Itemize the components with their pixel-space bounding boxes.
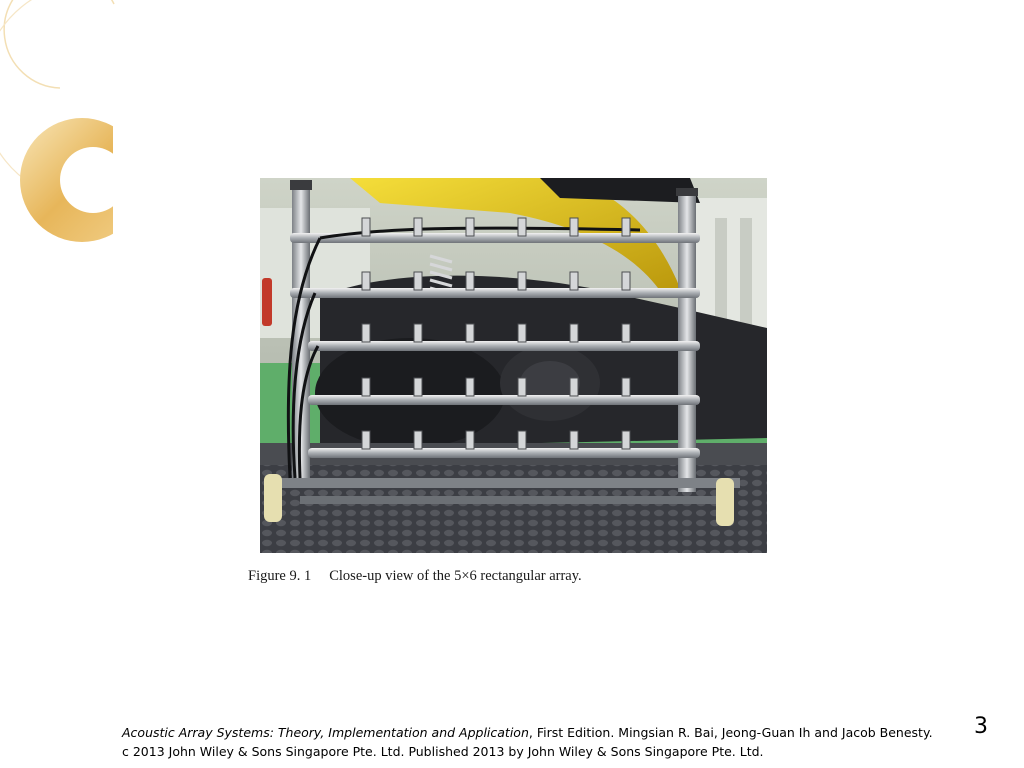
array-photo bbox=[260, 178, 767, 553]
figure-label: Figure 9. 1 bbox=[248, 568, 312, 584]
decorative-circles bbox=[0, 0, 120, 260]
figure-caption bbox=[248, 568, 582, 585]
citation-line-1 bbox=[122, 723, 962, 742]
citation-book-title: Acoustic Array Systems: Theory, Implementation and Application bbox=[122, 725, 529, 740]
figure-caption-text: Close-up view of the 5×6 rectangular array. bbox=[329, 568, 582, 584]
citation-details: , First Edition. Mingsian R. Bai, Jeong-Guan Ih and Jacob Benesty. bbox=[528, 725, 933, 740]
page-number: 3 bbox=[974, 714, 988, 739]
citation-copyright: c 2013 John Wiley & Sons Singapore Pte. Ltd. Published 2013 by John Wiley & Sons Singapore Pte. Ltd. bbox=[122, 744, 764, 759]
citation bbox=[122, 723, 962, 761]
